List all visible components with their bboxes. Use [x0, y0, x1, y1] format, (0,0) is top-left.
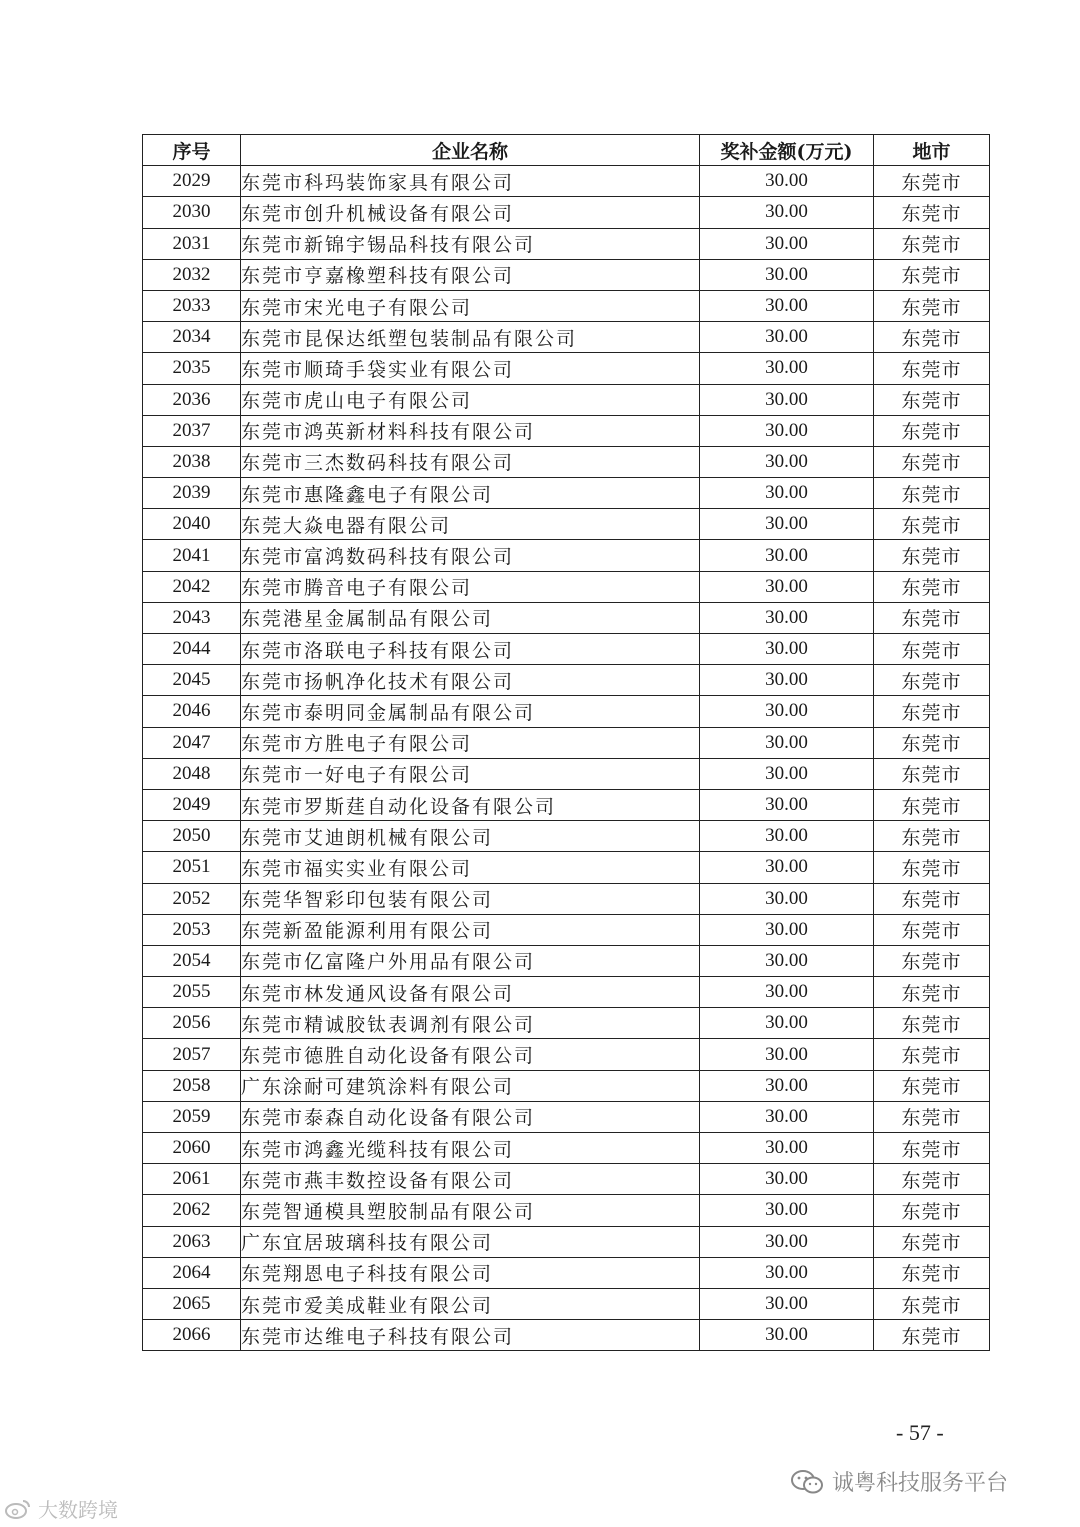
- table-row: [143, 1257, 990, 1288]
- cell-city: 东莞市: [874, 384, 990, 415]
- cell-company-name: 广东涂耐可建筑涂料有限公司: [241, 1070, 700, 1101]
- table-row: [143, 1039, 990, 1070]
- cell-subsidy-amount: 30.00: [700, 945, 874, 976]
- cell-subsidy-amount: 30.00: [700, 821, 874, 852]
- cell-subsidy-amount: 30.00: [700, 758, 874, 789]
- table-row: [143, 1008, 990, 1039]
- table-row: [143, 446, 990, 477]
- cell-serial: 2054: [143, 945, 241, 976]
- cell-company-name: 东莞市达维电子科技有限公司: [241, 1320, 700, 1351]
- table-row: [143, 571, 990, 602]
- table-row: [143, 1226, 990, 1257]
- table-row: [143, 540, 990, 571]
- cell-company-name: 东莞市科玛装饰家具有限公司: [241, 166, 700, 197]
- cell-city: 东莞市: [874, 1257, 990, 1288]
- cell-subsidy-amount: 30.00: [700, 509, 874, 540]
- cell-subsidy-amount: 30.00: [700, 1039, 874, 1070]
- cell-company-name: 东莞市鸿鑫光缆科技有限公司: [241, 1133, 700, 1164]
- cell-subsidy-amount: 30.00: [700, 478, 874, 509]
- cell-city: 东莞市: [874, 478, 990, 509]
- cell-serial: 2062: [143, 1195, 241, 1226]
- table-row: [143, 1101, 990, 1132]
- cell-company-name: 东莞市富鸿数码科技有限公司: [241, 540, 700, 571]
- cell-serial: 2064: [143, 1257, 241, 1288]
- cell-company-name: 东莞市新锦宇锡品科技有限公司: [241, 228, 700, 259]
- cell-subsidy-amount: 30.00: [700, 1101, 874, 1132]
- cell-city: 东莞市: [874, 322, 990, 353]
- cell-subsidy-amount: 30.00: [700, 727, 874, 758]
- cell-serial: 2036: [143, 384, 241, 415]
- cell-subsidy-amount: 30.00: [700, 696, 874, 727]
- cell-city: 东莞市: [874, 446, 990, 477]
- cell-city: 东莞市: [874, 1164, 990, 1195]
- table-row: [143, 1195, 990, 1226]
- cell-city: 东莞市: [874, 1070, 990, 1101]
- cell-serial: 2063: [143, 1226, 241, 1257]
- cell-serial: 2044: [143, 634, 241, 665]
- table-row: [143, 322, 990, 353]
- cell-subsidy-amount: 30.00: [700, 1164, 874, 1195]
- table-row: [143, 1288, 990, 1319]
- cell-company-name: 东莞市洛联电子科技有限公司: [241, 634, 700, 665]
- cell-subsidy-amount: 30.00: [700, 602, 874, 633]
- cell-city: 东莞市: [874, 290, 990, 321]
- cell-serial: 2035: [143, 353, 241, 384]
- table-header-row: [143, 135, 990, 166]
- cell-company-name: 东莞市艾迪朗机械有限公司: [241, 821, 700, 852]
- cell-serial: 2056: [143, 1008, 241, 1039]
- watermark-left-text: 大数跨境: [38, 1498, 118, 1522]
- header-serial: 序号: [143, 135, 241, 166]
- cell-serial: 2049: [143, 789, 241, 820]
- cell-subsidy-amount: 30.00: [700, 1070, 874, 1101]
- cell-city: 东莞市: [874, 1195, 990, 1226]
- cell-company-name: 东莞市顺琦手袋实业有限公司: [241, 353, 700, 384]
- table-row: [143, 852, 990, 883]
- table-row: [143, 197, 990, 228]
- cell-subsidy-amount: 30.00: [700, 665, 874, 696]
- cell-company-name: 东莞市罗斯莛自动化设备有限公司: [241, 789, 700, 820]
- weibo-icon: [4, 1498, 32, 1520]
- cell-company-name: 东莞市福实实业有限公司: [241, 852, 700, 883]
- cell-city: 东莞市: [874, 1226, 990, 1257]
- cell-subsidy-amount: 30.00: [700, 166, 874, 197]
- cell-company-name: 东莞华智彩印包装有限公司: [241, 883, 700, 914]
- cell-serial: 2058: [143, 1070, 241, 1101]
- watermark-right-text: 诚粤科技服务平台: [832, 1471, 1009, 1496]
- cell-serial: 2050: [143, 821, 241, 852]
- page-number: - 57 -: [896, 1420, 944, 1445]
- cell-company-name: 东莞市林发通风设备有限公司: [241, 977, 700, 1008]
- cell-company-name: 东莞市虎山电子有限公司: [241, 384, 700, 415]
- cell-subsidy-amount: 30.00: [700, 1195, 874, 1226]
- cell-company-name: 东莞市扬帆净化技术有限公司: [241, 665, 700, 696]
- cell-company-name: 东莞市方胜电子有限公司: [241, 727, 700, 758]
- cell-serial: 2065: [143, 1288, 241, 1319]
- cell-company-name: 东莞市一好电子有限公司: [241, 758, 700, 789]
- cell-subsidy-amount: 30.00: [700, 852, 874, 883]
- table-row: [143, 166, 990, 197]
- cell-serial: 2055: [143, 977, 241, 1008]
- cell-subsidy-amount: 30.00: [700, 540, 874, 571]
- cell-city: 东莞市: [874, 1039, 990, 1070]
- cell-city: 东莞市: [874, 758, 990, 789]
- cell-city: 东莞市: [874, 1008, 990, 1039]
- table-row: [143, 478, 990, 509]
- cell-serial: 2046: [143, 696, 241, 727]
- cell-city: 东莞市: [874, 1288, 990, 1319]
- cell-subsidy-amount: 30.00: [700, 1257, 874, 1288]
- table-row: [143, 228, 990, 259]
- cell-city: 东莞市: [874, 821, 990, 852]
- cell-company-name: 东莞市昆保达纸塑包装制品有限公司: [241, 322, 700, 353]
- cell-serial: 2057: [143, 1039, 241, 1070]
- cell-city: 东莞市: [874, 1133, 990, 1164]
- cell-serial: 2033: [143, 290, 241, 321]
- cell-subsidy-amount: 30.00: [700, 1288, 874, 1319]
- cell-serial: 2045: [143, 665, 241, 696]
- cell-subsidy-amount: 30.00: [700, 228, 874, 259]
- cell-city: 东莞市: [874, 1101, 990, 1132]
- cell-city: 东莞市: [874, 696, 990, 727]
- table-row: [143, 415, 990, 446]
- cell-company-name: 东莞市腾音电子有限公司: [241, 571, 700, 602]
- table-row: [143, 1320, 990, 1351]
- cell-company-name: 东莞市爱美成鞋业有限公司: [241, 1288, 700, 1319]
- table-row: [143, 634, 990, 665]
- cell-subsidy-amount: 30.00: [700, 259, 874, 290]
- watermark-left: [4, 1494, 118, 1523]
- cell-city: 东莞市: [874, 914, 990, 945]
- cell-subsidy-amount: 30.00: [700, 446, 874, 477]
- cell-serial: 2047: [143, 727, 241, 758]
- table-row: [143, 665, 990, 696]
- cell-serial: 2060: [143, 1133, 241, 1164]
- cell-company-name: 东莞新盈能源利用有限公司: [241, 914, 700, 945]
- table-row: [143, 290, 990, 321]
- cell-company-name: 东莞市三杰数码科技有限公司: [241, 446, 700, 477]
- table-row: [143, 509, 990, 540]
- cell-subsidy-amount: 30.00: [700, 789, 874, 820]
- subsidy-table: [142, 134, 990, 1351]
- cell-serial: 2066: [143, 1320, 241, 1351]
- cell-serial: 2059: [143, 1101, 241, 1132]
- cell-city: 东莞市: [874, 228, 990, 259]
- cell-serial: 2042: [143, 571, 241, 602]
- cell-city: 东莞市: [874, 1320, 990, 1351]
- header-city: 地市: [874, 135, 990, 166]
- cell-company-name: 东莞市宋光电子有限公司: [241, 290, 700, 321]
- cell-serial: 2053: [143, 914, 241, 945]
- table-row: [143, 945, 990, 976]
- cell-serial: 2034: [143, 322, 241, 353]
- cell-company-name: 东莞市泰明同金属制品有限公司: [241, 696, 700, 727]
- cell-serial: 2061: [143, 1164, 241, 1195]
- table-row: [143, 977, 990, 1008]
- cell-serial: 2048: [143, 758, 241, 789]
- cell-city: 东莞市: [874, 727, 990, 758]
- cell-company-name: 广东宜居玻璃科技有限公司: [241, 1226, 700, 1257]
- cell-company-name: 东莞市亿富隆户外用品有限公司: [241, 945, 700, 976]
- cell-subsidy-amount: 30.00: [700, 914, 874, 945]
- cell-serial: 2043: [143, 602, 241, 633]
- table-row: [143, 1164, 990, 1195]
- cell-city: 东莞市: [874, 415, 990, 446]
- table-row: [143, 758, 990, 789]
- cell-subsidy-amount: 30.00: [700, 1226, 874, 1257]
- cell-company-name: 东莞市泰森自动化设备有限公司: [241, 1101, 700, 1132]
- cell-company-name: 东莞智通模具塑胶制品有限公司: [241, 1195, 700, 1226]
- cell-subsidy-amount: 30.00: [700, 353, 874, 384]
- table-row: [143, 883, 990, 914]
- cell-city: 东莞市: [874, 259, 990, 290]
- cell-subsidy-amount: 30.00: [700, 1320, 874, 1351]
- cell-company-name: 东莞市创升机械设备有限公司: [241, 197, 700, 228]
- cell-city: 东莞市: [874, 665, 990, 696]
- cell-company-name: 东莞市鸿英新材料科技有限公司: [241, 415, 700, 446]
- cell-city: 东莞市: [874, 602, 990, 633]
- table-row: [143, 602, 990, 633]
- cell-subsidy-amount: 30.00: [700, 290, 874, 321]
- cell-subsidy-amount: 30.00: [700, 322, 874, 353]
- watermark-right: [790, 1466, 1008, 1497]
- cell-subsidy-amount: 30.00: [700, 1133, 874, 1164]
- table-row: [143, 696, 990, 727]
- cell-serial: 2029: [143, 166, 241, 197]
- cell-subsidy-amount: 30.00: [700, 977, 874, 1008]
- cell-serial: 2037: [143, 415, 241, 446]
- cell-company-name: 东莞市燕丰数控设备有限公司: [241, 1164, 700, 1195]
- table-row: [143, 914, 990, 945]
- cell-city: 东莞市: [874, 945, 990, 976]
- cell-city: 东莞市: [874, 540, 990, 571]
- cell-city: 东莞市: [874, 509, 990, 540]
- table-row: [143, 1133, 990, 1164]
- cell-city: 东莞市: [874, 353, 990, 384]
- cell-city: 东莞市: [874, 883, 990, 914]
- table-row: [143, 259, 990, 290]
- wechat-icon: [790, 1469, 824, 1495]
- cell-subsidy-amount: 30.00: [700, 197, 874, 228]
- cell-subsidy-amount: 30.00: [700, 883, 874, 914]
- header-company-name: 企业名称: [241, 135, 700, 166]
- cell-city: 东莞市: [874, 634, 990, 665]
- cell-city: 东莞市: [874, 197, 990, 228]
- cell-serial: 2038: [143, 446, 241, 477]
- cell-serial: 2030: [143, 197, 241, 228]
- table-row: [143, 821, 990, 852]
- cell-city: 东莞市: [874, 977, 990, 1008]
- cell-city: 东莞市: [874, 571, 990, 602]
- cell-serial: 2031: [143, 228, 241, 259]
- table-row: [143, 1070, 990, 1101]
- header-subsidy-amount: 奖补金额(万元): [700, 135, 874, 166]
- table-row: [143, 789, 990, 820]
- cell-company-name: 东莞市亨嘉橡塑科技有限公司: [241, 259, 700, 290]
- cell-serial: 2051: [143, 852, 241, 883]
- cell-company-name: 东莞市精诚胶钛表调剂有限公司: [241, 1008, 700, 1039]
- cell-company-name: 东莞市惠隆鑫电子有限公司: [241, 478, 700, 509]
- cell-serial: 2041: [143, 540, 241, 571]
- table-row: [143, 384, 990, 415]
- cell-subsidy-amount: 30.00: [700, 415, 874, 446]
- cell-subsidy-amount: 30.00: [700, 1008, 874, 1039]
- cell-serial: 2040: [143, 509, 241, 540]
- cell-city: 东莞市: [874, 166, 990, 197]
- cell-company-name: 东莞翔恩电子科技有限公司: [241, 1257, 700, 1288]
- cell-subsidy-amount: 30.00: [700, 571, 874, 602]
- table-row: [143, 727, 990, 758]
- cell-serial: 2052: [143, 883, 241, 914]
- cell-subsidy-amount: 30.00: [700, 384, 874, 415]
- cell-company-name: 东莞市德胜自动化设备有限公司: [241, 1039, 700, 1070]
- table-row: [143, 353, 990, 384]
- cell-city: 东莞市: [874, 852, 990, 883]
- cell-serial: 2032: [143, 259, 241, 290]
- cell-company-name: 东莞大焱电器有限公司: [241, 509, 700, 540]
- cell-city: 东莞市: [874, 789, 990, 820]
- cell-company-name: 东莞港星金属制品有限公司: [241, 602, 700, 633]
- cell-subsidy-amount: 30.00: [700, 634, 874, 665]
- cell-serial: 2039: [143, 478, 241, 509]
